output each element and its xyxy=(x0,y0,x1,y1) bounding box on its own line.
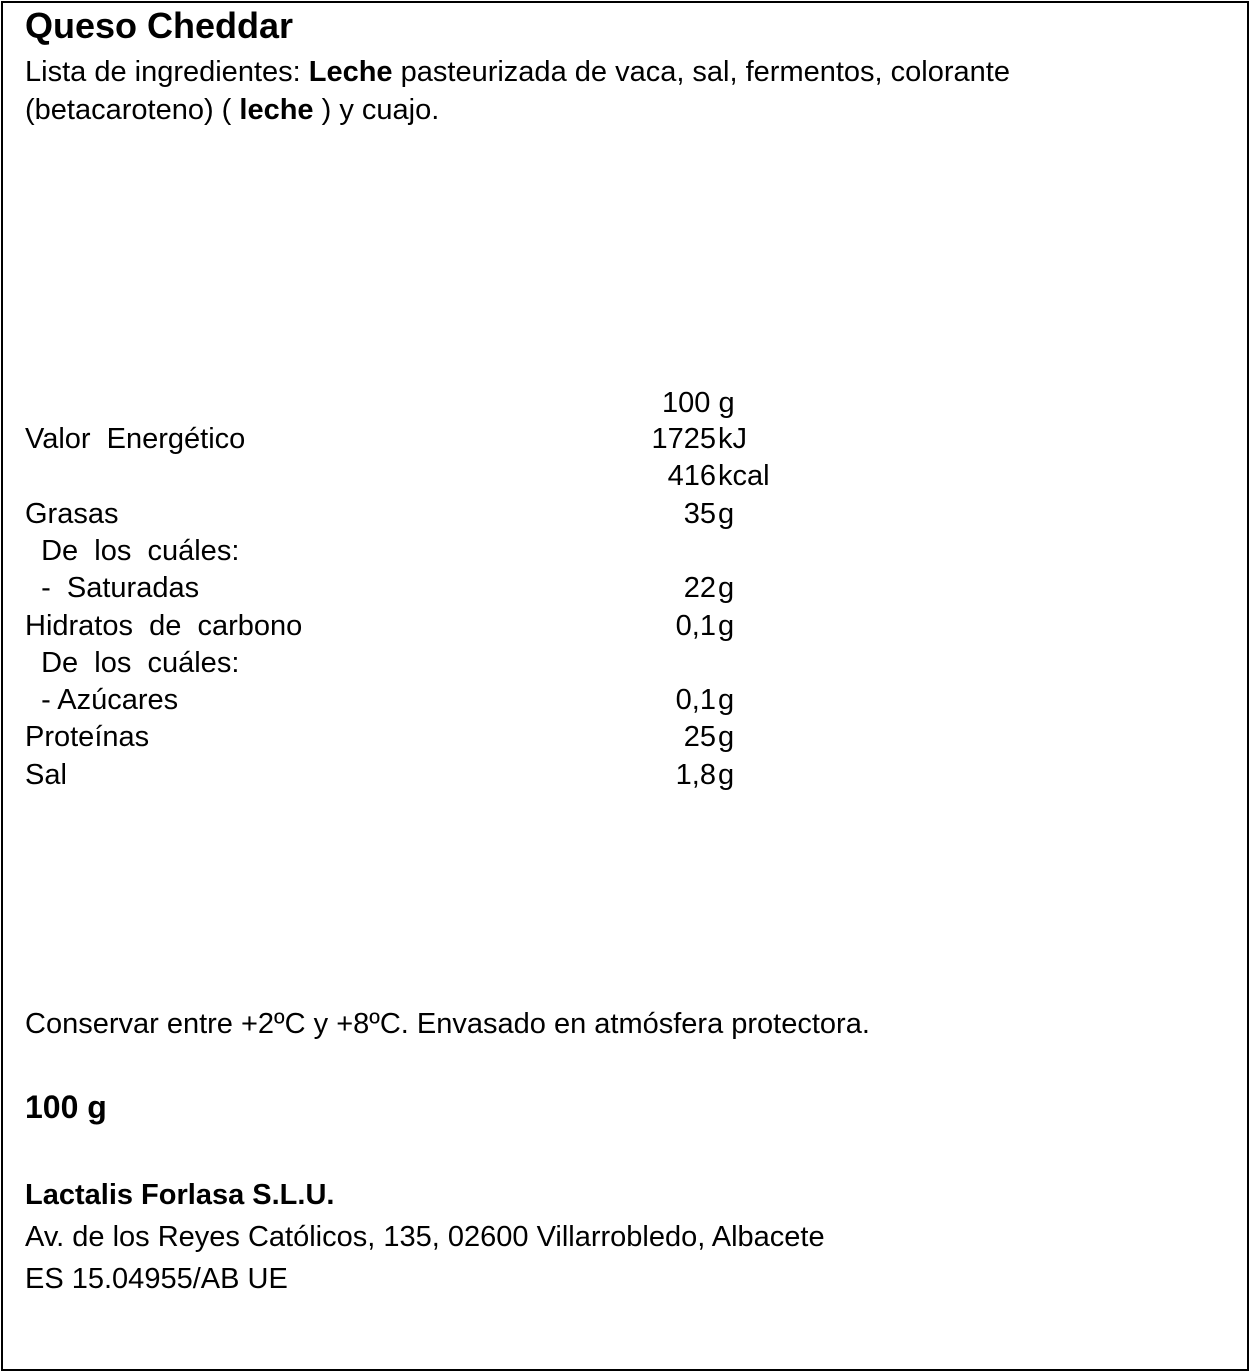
nutrition-row-label: De los cuáles: xyxy=(25,535,240,567)
nutrition-row-unit: g xyxy=(718,759,735,791)
nutrition-row-value: 416 xyxy=(667,460,716,492)
nutrition-row-label: Sal xyxy=(25,759,67,791)
nutrition-row-label: Grasas xyxy=(25,498,119,530)
nutrition-row-value: 35 xyxy=(683,498,716,530)
ingredients-allergen-2: leche xyxy=(239,94,314,126)
nutrition-row-value: 25 xyxy=(683,721,716,753)
net-weight: 100 g xyxy=(25,1089,107,1125)
ingredients-line-2 xyxy=(25,96,439,125)
ingredients-line-1 xyxy=(25,58,1010,87)
nutrition-row-value: 1725 xyxy=(651,423,716,455)
nutrition-row-value: 1,8 xyxy=(675,759,716,791)
nutrition-column-header: 100 g xyxy=(662,387,735,419)
nutrition-row-label: Hidratos de carbono xyxy=(25,610,303,642)
nutrition-row-unit: g xyxy=(718,684,735,716)
nutrition-row-label: - Saturadas xyxy=(25,572,200,604)
nutrition-row-unit: g xyxy=(718,721,735,753)
nutrition-row-label: Valor Energético xyxy=(25,423,246,455)
ingredients-prefix: Lista de ingredientes: xyxy=(25,56,309,88)
company-name: Lactalis Forlasa S.L.U. xyxy=(25,1179,335,1211)
nutrition-row-unit: kJ xyxy=(718,423,747,455)
product-title: Queso Cheddar xyxy=(25,5,294,46)
ingredients-mid: pasteurizada de vaca, sal, fermentos, colorante xyxy=(392,56,1010,88)
ingredients-line2-suffix: ) y cuajo. xyxy=(313,94,440,126)
health-mark: ES 15.04955/AB UE xyxy=(25,1263,288,1295)
nutrition-row-value: 22 xyxy=(683,572,716,604)
nutrition-row-label: Proteínas xyxy=(25,721,150,753)
nutrition-row-unit: g xyxy=(718,610,735,642)
nutrition-row-label: De los cuáles: xyxy=(25,647,240,679)
nutrition-row-unit: kcal xyxy=(718,460,770,492)
nutrition-row-unit: g xyxy=(718,498,735,530)
company-address: Av. de los Reyes Católicos, 135, 02600 Villarrobledo, Albacete xyxy=(25,1221,825,1253)
ingredients-line2-prefix: (betacaroteno) ( xyxy=(25,94,240,126)
nutrition-row-value: 0,1 xyxy=(675,684,716,716)
nutrition-row-unit: g xyxy=(718,572,735,604)
storage-instructions: Conservar entre +2ºC y +8ºC. Envasado en atmósfera protectora. xyxy=(25,1008,870,1040)
nutrition-row-value: 0,1 xyxy=(675,610,716,642)
ingredients-allergen-1: Leche xyxy=(308,56,393,88)
nutrition-row-label: - Azúcares xyxy=(25,684,179,716)
